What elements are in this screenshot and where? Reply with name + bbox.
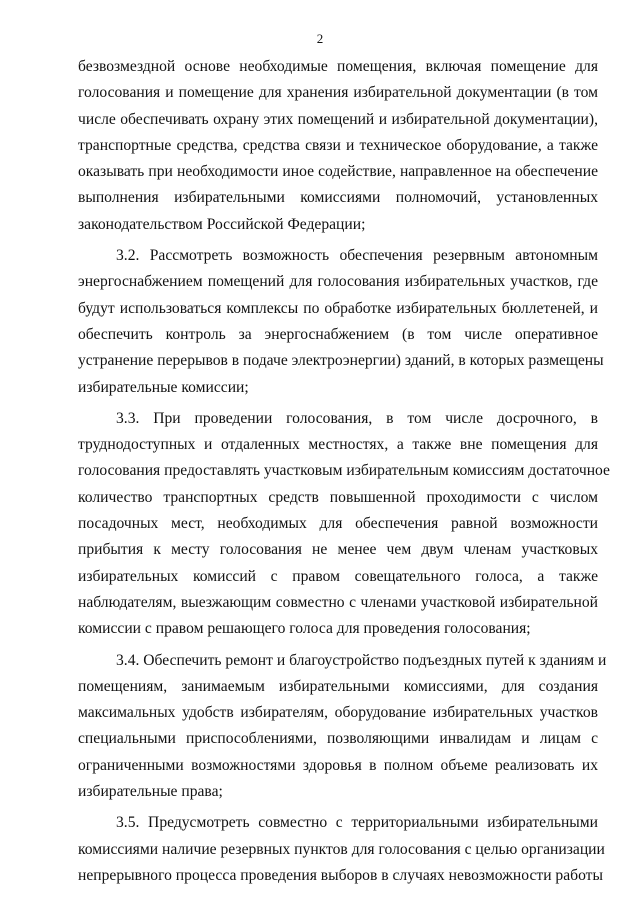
- text-line: 3.2. Рассмотреть возможность обеспечения резервным автономным: [116, 247, 598, 265]
- text-line: максимальных удобств избирателям, оборудование избирательных участков: [78, 704, 598, 722]
- text-line: голосования предоставлять участковым избирательным комиссиям достаточное: [78, 462, 610, 480]
- text-line: энергоснабжением помещений для голосования избирательных участков, где: [78, 273, 598, 291]
- text-line: оказывать при необходимости иное содействие, направленное на обеспечение: [78, 163, 598, 181]
- text-line: труднодоступных и отдаленных местностях, а также вне помещения для: [78, 436, 598, 454]
- text-line: непрерывного процесса проведения выборов в случаях невозможности работы: [78, 866, 603, 884]
- text-line: комиссиями наличие резервных пунктов для голосования с целью организации: [78, 840, 605, 858]
- text-line: наблюдателям, выезжающим совместно с членами участковой избирательной: [78, 593, 598, 611]
- text-line: избирательные комиссии;: [78, 378, 249, 396]
- text-line: будут использоваться комплексы по обработке избирательных бюллетеней, и: [78, 299, 598, 317]
- paragraph-item-3-3: [78, 406, 610, 643]
- text-line: транспортные средства, средства связи и техническое оборудование, а также: [78, 136, 598, 154]
- text-line: устранение перерывов в подаче электроэнергии) зданий, в которых размещены: [78, 352, 604, 370]
- text-line: прибытия к месту голосования не менее чем двум членам участковых: [78, 541, 598, 559]
- document-body: [78, 54, 610, 889]
- paragraph-item-3-2: [78, 243, 604, 401]
- text-line: 3.4. Обеспечить ремонт и благоустройство подъездных путей к зданиям и: [116, 651, 607, 669]
- paragraph-item-3-4: [78, 648, 607, 806]
- text-line: избирательных комиссий с правом совещательного голоса, а также: [78, 567, 598, 585]
- text-line: обеспечить контроль за энергоснабжением (в том числе оперативное: [78, 325, 598, 343]
- text-line: избирательные права;: [78, 783, 223, 801]
- paragraph-item-3-5: [78, 810, 605, 889]
- text-line: специальными приспособлениями, позволяющими инвалидам и лицам с: [78, 730, 598, 748]
- text-line: 3.5. Предусмотреть совместно с территориальными избирательными: [116, 814, 598, 832]
- text-line: посадочных мест, необходимых для обеспечения равной возможности: [78, 515, 598, 533]
- page-number: 2: [316, 31, 324, 46]
- text-line: законодательством Российской Федерации;: [78, 215, 366, 233]
- text-line: помещениям, занимаемым избирательными комиссиями, для создания: [78, 677, 598, 695]
- text-line: числе обеспечивать охрану этих помещений и избирательной документации),: [78, 110, 598, 128]
- text-line: количество транспортных средств повышенной проходимости с числом: [78, 488, 598, 506]
- text-line: комиссии с правом решающего голоса для проведения голосования;: [78, 620, 531, 638]
- text-line: 3.3. При проведении голосования, в том числе досрочного, в: [116, 409, 598, 427]
- text-line: выполнения избирательными комиссиями полномочий, установленных: [78, 189, 598, 207]
- text-line: ограниченными возможностями здоровья в полном объеме реализовать их: [78, 756, 598, 774]
- text-line: голосования и помещение для хранения избирательной документации (в том: [78, 84, 598, 102]
- paragraph-continuation: [78, 54, 598, 238]
- text-line: безвозмездной основе необходимые помещения, включая помещение для: [78, 58, 598, 75]
